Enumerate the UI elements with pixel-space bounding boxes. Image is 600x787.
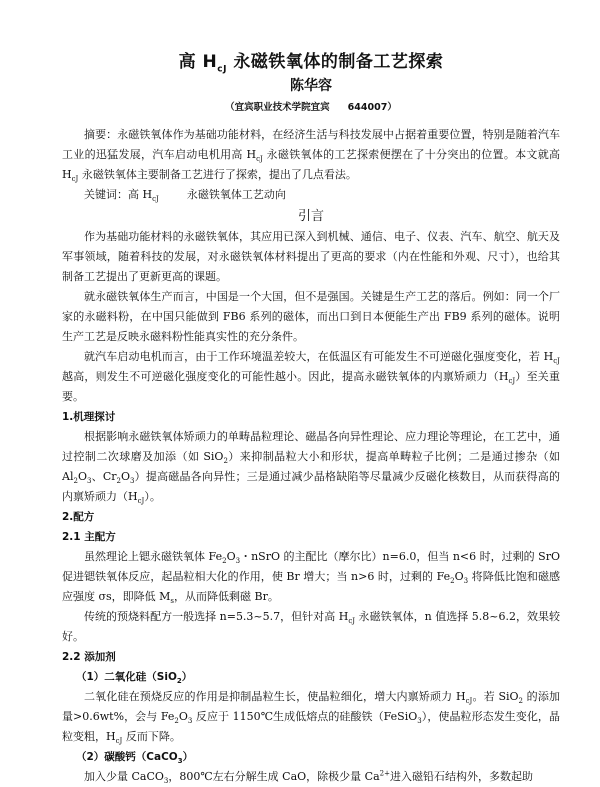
intro-paragraph-1: 作为基础功能材料的永磁铁氧体，其应用已深入到机械、通信、电子、仪表、汽车、航空、航天及军事领域，随着科技的发展，对永磁铁氧体材料提出了更高的要求（内在性能和外观、尺寸），也给其制备工艺提出了更新更高的课题。	[62, 230, 560, 283]
abstract-label: 摘要：	[84, 128, 118, 141]
intro-paragraph-3: 就汽车启动电机而言，由于工作环境温差较大，在低温区有可能发生不可逆磁化强度变化，若 $H_{cJ}$ 越高，则发生不可逆磁化强度变化的可能性越小。因此，提高永磁铁氧体的内禀矫顽力$(H_{cJ})$至关重要。	[62, 350, 561, 403]
author-name: 陈华容	[290, 78, 332, 94]
section-heading-intro: 引言	[297, 209, 324, 224]
heading-caco3: （2）碳酸钙（CaCO$_3$）	[76, 751, 194, 766]
intro-paragraph-2: 就永磁铁氧体生产而言，中国是一个大国，但不是强国。关键是生产工艺的落后。例如：同一个厂家的永磁料粉，在中国只能做到 FB6 系列的磁体，而出口到日本便能生产出 FB9 系列的磁体。说明生产工艺是反映永磁料粉性能真实性的充分条件。	[62, 290, 560, 343]
main-formula-paragraph-2: 传统的预烧料配方一般选择 n=5.3~5.7，但针对高 $H_{cJ}$ 永磁铁氧体，n 值选择 5.8~6.2，效果较好。	[62, 610, 560, 643]
heading-mechanism: 1.机理探讨	[62, 411, 116, 423]
abstract: 摘要：永磁铁氧体作为基础功能材料，在经济生活与科技发展中占据着重要位置，特别是随着汽车工业的迅猛发展，汽车启动电机用高 $H_{cJ}$ 永磁铁氧体的工艺探索便摆在了十分突出的位置。本文就高 $H_{cJ}$ 永磁铁氧体主要制备工艺进行了探索，提出了几点看法。	[62, 128, 561, 184]
paper-title: 高 $H_{cJ}$ 永磁铁氧体的制备工艺探索	[178, 52, 444, 75]
heading-main-formula: 2.1 主配方	[62, 531, 116, 543]
sio2-paragraph: 二氧化硅在预烧反应的作用是抑制晶粒生长，使晶粒细化，增大内禀矫顽力 $H_{cJ}$。若 SiO$_2$ 的添加量>0.6wt%，会与 $Fe_2O_3$ 反应于 1150℃生成低熔点的硅酸铁（FeSiO$_3$），使晶粒形态发生变化，晶粒变粗，$H_{cJ}$ 反而下降。	[62, 690, 560, 746]
affiliation: （宜宾职业技术学院宜宾 644007）	[225, 102, 397, 113]
heading-additives: 2.2 添加剂	[62, 651, 116, 663]
keywords: 关键词：高 $H_{cJ}$ 永磁铁氧体工艺动向	[84, 188, 286, 204]
mechanism-paragraph: 根据影响永磁铁氧体矫顽力的单畴晶粒理论、磁晶各向异性理论、应力理论等理论，在工艺中，通过控制二次球磨及加添（如 SiO$_2$）来抑制晶粒大小和形状，提高单畴粒子比例；二是通过掺杂（如 $Al_2O_3$、$Cr_2O_3$）提高磁晶各向异性；三是通过减少晶格缺陷等尽量减少反磁化核数目，从而获得高的内禀矫顽力$(H_{cJ})$。	[62, 430, 560, 506]
heading-sio2: （1）二氧化硅（SiO$_2$）	[76, 671, 193, 686]
heading-formula: 2.配方	[62, 511, 95, 523]
main-formula-paragraph-1: 虽然理论上锶永磁铁氧体 $Fe_2O_3$・nSrO 的主配比（摩尔比）n=6.0，但当 n<6 时，过剩的 SrO 促进锶铁氧体反应，起晶粒相大化的作用，使 Br 增大；当 n>6 时，过剩的 $Fe_2O_3$ 将降低比饱和磁感应强度 σs，即降低 $M_s$，从而降低剩磁 Br。	[62, 550, 560, 606]
document-page	[0, 47, 600, 786]
keywords-label: 关键词：	[84, 188, 128, 201]
caco3-paragraph: 加入少量 CaCO$_3$，800℃左右分解生成 CaO，除极少量 $Ca^{2+}$进入磁铅石结构外，多数起助	[84, 769, 533, 786]
